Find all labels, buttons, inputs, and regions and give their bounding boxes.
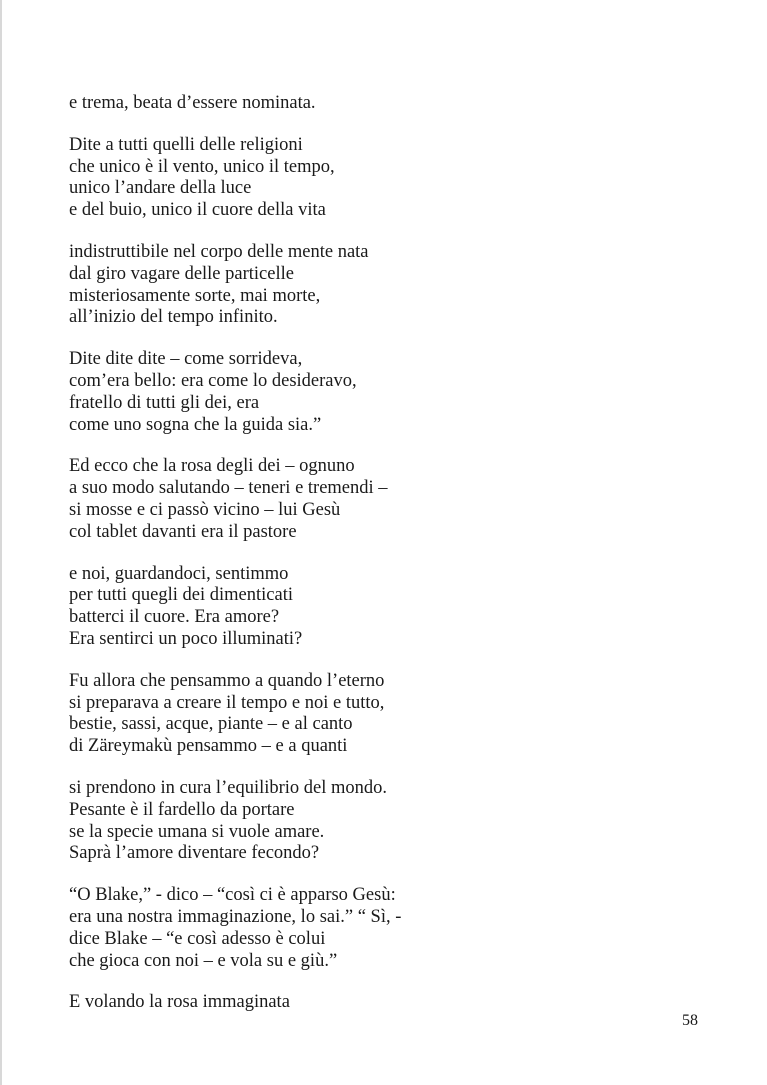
- stanza-1: [69, 93, 709, 115]
- poem-line: come uno sogna che la guida sia.”: [69, 414, 322, 435]
- poem-line: Fu allora che pensammo a quando l’eterno: [69, 670, 385, 691]
- poem-line: Dite dite dite – come sorrideva,: [69, 349, 303, 370]
- poem-line: dal giro vagare delle particelle: [69, 263, 294, 284]
- stanza-7: [69, 671, 709, 758]
- stanza-4: [69, 349, 709, 436]
- poem-line: e noi, guardandoci, sentimmo: [69, 563, 289, 584]
- poem-line: indistruttibile nel corpo delle mente nata: [69, 241, 369, 262]
- poem-line: col tablet davanti era il pastore: [69, 521, 297, 542]
- poem-line: fratello di tutti gli dei, era: [69, 392, 260, 413]
- poem-line: misteriosamente sorte, mai morte,: [69, 285, 321, 306]
- poem-line: dice Blake – “e così adesso è colui: [69, 928, 326, 949]
- poem-line: si preparava a creare il tempo e noi e tutto,: [69, 692, 385, 713]
- poem-line: e trema, beata d’essere nominata.: [69, 93, 316, 113]
- poem-line: Saprà l’amore diventare fecondo?: [69, 843, 320, 864]
- stanza-10: [69, 992, 709, 1014]
- poem-line: E volando la rosa immaginata: [69, 992, 290, 1013]
- poem-line: Ed ecco che la rosa degli dei – ognuno: [69, 456, 355, 477]
- poem-line: a suo modo salutando – teneri e tremendi –: [69, 478, 388, 499]
- poem-line: all’inizio del tempo infinito.: [69, 307, 278, 328]
- poem-line: che gioca con noi – e vola su e giù.”: [69, 950, 338, 971]
- stanza-9: [69, 885, 709, 972]
- poem-line: unico l’andare della luce: [69, 178, 252, 199]
- poem-body: [69, 93, 709, 1034]
- poem-line: com’era bello: era come lo desideravo,: [69, 370, 357, 391]
- poem-line: se la specie umana si vuole amare.: [69, 821, 325, 842]
- poem-line: Dite a tutti quelli delle religioni: [69, 134, 303, 155]
- poem-line: che unico è il vento, unico il tempo,: [69, 156, 335, 177]
- poem-line: di Zäreymakù pensammo – e a quanti: [69, 736, 348, 757]
- poem-line: era una nostra immaginazione, lo sai.” “ Sì, -: [69, 906, 402, 927]
- poem-line: si mosse e ci passò vicino – lui Gesù: [69, 499, 341, 520]
- page-number: 58: [682, 1012, 698, 1029]
- poem-line: si prendono in cura l’equilibrio del mondo.: [69, 777, 388, 798]
- page-left-edge: [0, 0, 2, 1085]
- stanza-6: [69, 564, 709, 651]
- stanza-8: [69, 778, 709, 865]
- poem-line: bestie, sassi, acque, piante – e al canto: [69, 714, 353, 735]
- stanza-3: [69, 242, 709, 329]
- poem-line: per tutti quegli dei dimenticati: [69, 585, 293, 606]
- stanza-5: [69, 456, 709, 543]
- poem-line: batterci il cuore. Era amore?: [69, 607, 280, 628]
- poem-line: e del buio, unico il cuore della vita: [69, 200, 326, 221]
- poem-line: “O Blake,” - dico – “così ci è apparso Gesù:: [69, 885, 396, 906]
- stanza-2: [69, 135, 709, 222]
- poem-line: Era sentirci un poco illuminati?: [69, 628, 303, 649]
- poem-line: Pesante è il fardello da portare: [69, 799, 295, 820]
